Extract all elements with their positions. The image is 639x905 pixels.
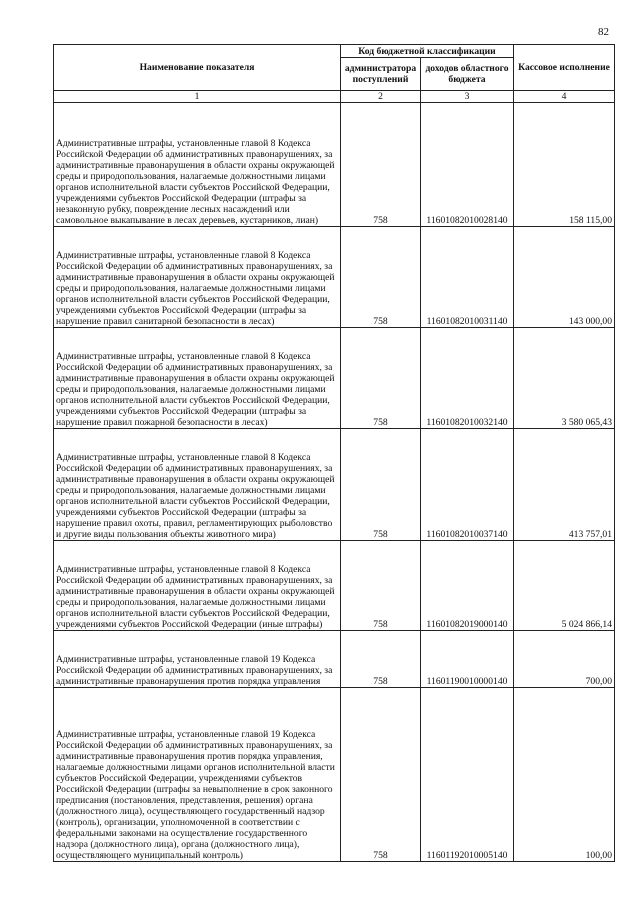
row-admin-code: 758 [341,541,421,631]
table-row [54,631,615,688]
header-income: доходов областного бюджета [421,58,514,91]
table-row [54,541,615,631]
table-row [54,328,615,429]
row-admin-code: 758 [341,429,421,541]
table-row [54,688,615,862]
table-row [54,429,615,541]
row-admin-code: 758 [341,631,421,688]
row-cash-amount: 158 115,00 [514,103,615,227]
row-cash-amount: 700,00 [514,631,615,688]
col-num-3: 3 [421,91,514,103]
col-num-4: 4 [514,91,615,103]
row-income-code: 11601082010032140 [421,328,514,429]
row-cash-amount: 143 000,00 [514,227,615,328]
row-name: Административные штрафы, установленные главой 8 Кодекса Российской Федерации об административных правонарушениях, за административные правонарушения в области охраны окружающей среды и природопользования, налагаемые должностными лицами органов исполнительной власти субъектов Российской Федерации, учреждениями субъектов Российской Федерации (штрафы за нарушение правил санитарной безопасности в лесах) [54,227,341,328]
row-income-code: 11601082010037140 [421,429,514,541]
row-cash-amount: 100,00 [514,688,615,862]
row-name: Административные штрафы, установленные главой 8 Кодекса Российской Федерации об административных правонарушениях, за административные правонарушения в области охраны окружающей среды и природопользования, налагаемые должностными лицами органов исполнительной власти субъектов Российской Федерации, учреждениями субъектов Российской Федерации (иные штрафы) [54,541,341,631]
row-name: Административные штрафы, установленные главой 8 Кодекса Российской Федерации об административных правонарушениях, за административные правонарушения в области охраны окружающей среды и природопользования, налагаемые должностными лицами органов исполнительной власти субъектов Российской Федерации, учреждениями субъектов Российской Федерации (штрафы за незаконную рубку, повреждение лесных насаждений или самовольное выкапывание в лесах деревьев, кустарников, лиан) [54,103,341,227]
table-row [54,227,615,328]
row-income-code: 11601192010005140 [421,688,514,862]
budget-table [53,44,615,862]
row-admin-code: 758 [341,227,421,328]
row-admin-code: 758 [341,103,421,227]
row-income-code: 11601082010031140 [421,227,514,328]
header-cash: Кассовое исполнение [514,45,615,91]
row-cash-amount: 3 580 065,43 [514,328,615,429]
row-income-code: 11601082019000140 [421,541,514,631]
header-bk-group: Код бюджетной классификации [341,45,514,58]
row-name: Административные штрафы, установленные главой 19 Кодекса Российской Федерации об административных правонарушениях, за административные правонарушения против порядка управления, налагаемые должностными лицами органов исполнительной власти субъектов Российской Федерации, учреждениями субъектов Российской Федерации (штрафы за невыполнение в срок законного предписания (постановления, представления, решения) органа (должностного лица), осуществляющего государственный надзор (контроль), организации, уполномоченной в соответствии с федеральными законами на осуществление государственного надзора (должностного лица), органа (должностного лица), осуществляющего муниципальный контроль) [54,688,341,862]
header-admin: администратора поступлений [341,58,421,91]
row-name: Административные штрафы, установленные главой 8 Кодекса Российской Федерации об административных правонарушениях, за административные правонарушения в области охраны окружающей среды и природопользования, налагаемые должностными лицами органов исполнительной власти субъектов Российской Федерации, учреждениями субъектов Российской Федерации (штрафы за нарушение правил охоты, правил, регламентирующих рыболовство и другие виды пользования объекты животного мира) [54,429,341,541]
page-number: 82 [598,26,609,38]
row-cash-amount: 5 024 866,14 [514,541,615,631]
row-name: Административные штрафы, установленные главой 19 Кодекса Российской Федерации об административных правонарушениях, за административные правонарушения против порядка управления [54,631,341,688]
row-name: Административные штрафы, установленные главой 8 Кодекса Российской Федерации об административных правонарушениях, за административные правонарушения в области охраны окружающей среды и природопользования, налагаемые должностными лицами органов исполнительной власти субъектов Российской Федерации, учреждениями субъектов Российской Федерации (штрафы за нарушение правил пожарной безопасности в лесах) [54,328,341,429]
col-num-2: 2 [341,91,421,103]
row-income-code: 11601190010000140 [421,631,514,688]
table-row [54,103,615,227]
row-admin-code: 758 [341,688,421,862]
row-admin-code: 758 [341,328,421,429]
header-name: Наименование показателя [54,45,341,91]
row-income-code: 11601082010028140 [421,103,514,227]
col-num-1: 1 [54,91,341,103]
row-cash-amount: 413 757,01 [514,429,615,541]
